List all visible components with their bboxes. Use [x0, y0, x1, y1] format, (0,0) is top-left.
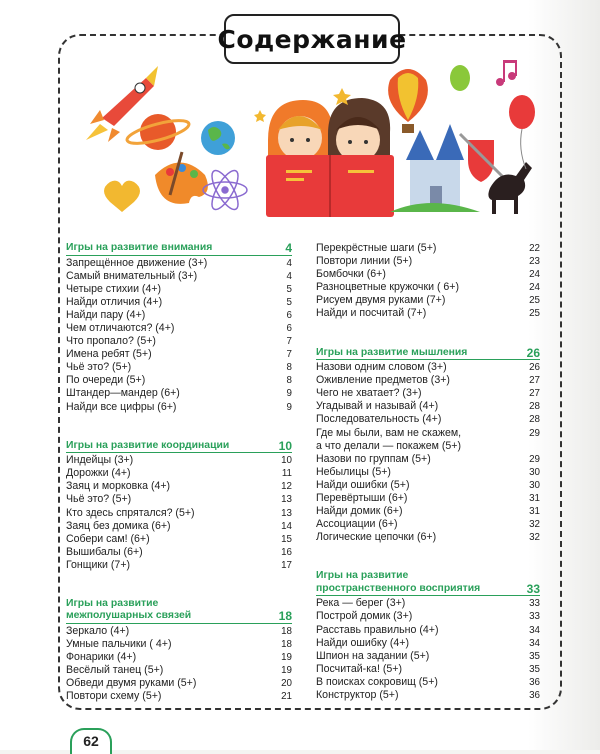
toc-entry-page: 24: [529, 282, 540, 294]
toc-entry-page: 36: [529, 676, 540, 688]
toc-entry-label: Ассоциации (6+): [316, 518, 398, 531]
globe-icon: [201, 121, 235, 155]
toc-entry-label: Бомбочки (6+): [316, 268, 386, 281]
toc-entry-page: 17: [281, 559, 292, 571]
toc-entry-page: 29: [529, 453, 540, 465]
section-heading-spatial: Игры на развитие пространственного восприятия 33: [316, 570, 540, 596]
toc-entry[interactable]: [316, 242, 540, 255]
toc-entry-label: Зеркало (4+): [66, 624, 130, 637]
planet-icon: [125, 114, 191, 150]
toc-entry-label: Перевёртыши (6+): [316, 492, 408, 504]
toc-entry-page: 28: [529, 401, 540, 413]
toc-entry-page: 25: [529, 308, 540, 320]
toc-right-column: [316, 242, 540, 702]
toc-entry[interactable]: [316, 505, 540, 518]
toc-entry[interactable]: [316, 676, 540, 689]
toc-entry[interactable]: [66, 454, 292, 467]
toc-entry-page: 31: [529, 493, 540, 504]
toc-entry-label: Повтори линии (5+): [316, 255, 413, 268]
title-box: [217, 14, 407, 64]
toc-entry-page: 27: [529, 375, 540, 387]
toc-entry-label: Гонщики (7+): [66, 558, 131, 571]
toc-entry-label: Последовательность (4+): [316, 413, 442, 426]
toc-entry-label: Чьё это? (5+): [66, 361, 132, 374]
toc-entry-label: Найди ошибки (5+): [316, 478, 410, 491]
toc-entry-label: Запрещённое движение (3+): [66, 256, 208, 269]
toc-entry-page: 33: [529, 611, 540, 623]
toc-entry[interactable]: [316, 610, 540, 623]
toc-entry-page: 28: [529, 414, 540, 426]
toc-entry-label: Шпион на задании (5+): [316, 649, 430, 662]
toc-entry-page: 19: [281, 652, 292, 664]
toc-entry-label: Заяц без домика (6+): [66, 519, 171, 532]
toc-entry[interactable]: [316, 413, 540, 426]
toc-entry-label: Чьё это? (5+): [66, 493, 132, 506]
page-number: 62: [70, 728, 112, 754]
balloon-icon: [388, 69, 428, 133]
toc-entry-page: 35: [529, 663, 540, 675]
toc-entry-label: Штандер—мандер (6+): [66, 387, 180, 400]
toc-entry-page: 24: [529, 269, 540, 281]
toc-entry-label: Имена ребят (5+): [66, 348, 152, 361]
toc-entry-page: 7: [286, 349, 292, 361]
children-reading-icon: [266, 98, 394, 217]
toc-entry-page: 5: [286, 296, 292, 308]
toc-entry[interactable]: [316, 255, 540, 268]
toc-entry[interactable]: [316, 387, 540, 400]
toc-entry[interactable]: [316, 466, 540, 479]
toc-entry[interactable]: [316, 453, 540, 466]
toc-entry-page: 20: [281, 678, 292, 690]
toc-entry-label: Найди все цифры (6+): [66, 400, 177, 413]
toc-entry-label: Вышибалы (6+): [66, 545, 143, 558]
toc-entry-page: 32: [529, 532, 540, 544]
toc-entry-page: 15: [281, 533, 292, 545]
toc-entry-label: В поисках сокровищ (5+): [316, 675, 438, 688]
toc-entry-label: Угадывай и называй (4+): [316, 400, 439, 413]
toc-entry[interactable]: [66, 690, 292, 703]
toc-entry[interactable]: [66, 677, 292, 690]
toc-entry-page: 27: [529, 388, 540, 400]
toc-entry[interactable]: [316, 492, 540, 505]
toc-entry[interactable]: [66, 625, 292, 638]
toc-entry[interactable]: [316, 650, 540, 663]
toc-entry-page: 22: [529, 243, 540, 254]
toc-entry-page: 32: [529, 519, 540, 531]
toc-entry[interactable]: [316, 268, 540, 281]
toc-entry[interactable]: [316, 663, 540, 676]
toc-entry-page: 26: [529, 362, 540, 374]
toc-entry[interactable]: [316, 361, 540, 374]
toc-entry[interactable]: [66, 507, 292, 520]
toc-entry-page: 18: [281, 639, 292, 651]
toc-entry-page: 33: [529, 598, 540, 610]
toc-entry[interactable]: [316, 637, 540, 650]
toc-entry-label: Дорожки (4+): [66, 467, 131, 480]
toc-entry-label: Небылицы (5+): [316, 465, 391, 478]
toc-entry[interactable]: [66, 480, 292, 493]
header-illustration: [60, 60, 560, 230]
castle-icon: [390, 124, 480, 212]
toc-entry-page: 13: [281, 507, 292, 519]
toc-entry-page: 16: [281, 546, 292, 558]
toc-entry[interactable]: [66, 283, 292, 296]
toc-entry-label: Расставь правильно (4+): [316, 623, 439, 636]
toc-entry[interactable]: [66, 361, 292, 374]
atom-icon: [203, 167, 247, 213]
toc-entry[interactable]: [66, 493, 292, 506]
toc-entry-page: 6: [286, 309, 292, 321]
toc-entry[interactable]: [66, 546, 292, 559]
toc-entry[interactable]: [66, 638, 292, 651]
toc-entry-page: 11: [281, 468, 292, 480]
toc-entry[interactable]: [66, 309, 292, 322]
toc-entry-label: Найди домик (6+): [316, 505, 403, 518]
toc-entry-page: 25: [529, 295, 540, 307]
toc-entry-page: 6: [286, 322, 292, 334]
toc-entry-label: Повтори схему (5+): [66, 690, 162, 703]
toc-entry-page: 19: [281, 665, 292, 677]
toc-entry-page: 23: [529, 256, 540, 268]
toc-entry-label: Назови по группам (5+): [316, 452, 431, 465]
toc-left-column: [66, 242, 292, 704]
music-notes-icon: [496, 60, 517, 86]
toc-entry-label: Что пропало? (5+): [66, 335, 156, 348]
toc-entry-page: 8: [286, 362, 292, 374]
toc-entry-label: Конструктор (5+): [316, 689, 399, 702]
toc-entry[interactable]: [316, 294, 540, 307]
toc-entry[interactable]: [66, 651, 292, 664]
toc-entry[interactable]: [316, 597, 540, 610]
toc-entry[interactable]: [66, 401, 292, 414]
toc-entry[interactable]: [66, 374, 292, 387]
toc-entry-label: Посчитай-ка! (5+): [316, 662, 402, 675]
toc-entry-page: 35: [529, 650, 540, 662]
toc-entry-page: 5: [286, 283, 292, 295]
toc-entry-page: 14: [281, 520, 292, 532]
toc-entry-label: Самый внимательный (3+): [66, 269, 198, 282]
toc-entry[interactable]: [316, 307, 540, 320]
toc-entry-label: Умные пальчики ( 4+): [66, 638, 172, 651]
heart-icon: [104, 181, 140, 212]
toc-entry-label: Найди отличия (4+): [66, 295, 163, 308]
toc-entry-label: Разноцветные кружочки ( 6+): [316, 281, 460, 294]
toc-entry-label: Оживление предметов (3+): [316, 374, 450, 387]
toc-entry[interactable]: [66, 559, 292, 572]
toc-entry[interactable]: [316, 689, 540, 702]
section-heading-coordination: Игры на развитие координации 10: [66, 438, 292, 453]
red-balloon-icon: [509, 95, 535, 169]
toc-entry-label: Чем отличаются? (4+): [66, 321, 175, 334]
toc-entry[interactable]: [66, 533, 292, 546]
toc-entry-label: Заяц и морковка (4+): [66, 480, 171, 493]
toc-entry-page: 18: [281, 625, 292, 637]
toc-entry[interactable]: [316, 400, 540, 413]
toc-entry-label: Индейцы (3+): [66, 454, 134, 467]
toc-entry-label: Рисуем двумя руками (7+): [316, 294, 446, 307]
toc-entry[interactable]: [66, 520, 292, 533]
toc-entry[interactable]: [316, 479, 540, 492]
toc-entry[interactable]: [66, 467, 292, 480]
toc-entry[interactable]: [66, 664, 292, 677]
toc-entry-page: 7: [286, 336, 292, 348]
toc-entry[interactable]: [316, 374, 540, 387]
toc-entry-label: По очереди (5+): [66, 374, 146, 387]
section-heading-thinking: Игры на развитие мышления 26: [316, 345, 540, 360]
toc-entry-label: Собери сам! (6+): [66, 532, 150, 545]
toc-entry-label: Назови одним словом (3+): [316, 361, 447, 374]
page-title: Содержание: [217, 24, 407, 54]
toc-entry[interactable]: [316, 624, 540, 637]
toc-entry-label: Найди пару (4+): [66, 308, 146, 321]
section-heading-attention: Игры на развитие внимания 4: [66, 241, 292, 255]
toc-entry-label: Фонарики (4+): [66, 651, 137, 664]
toc-entry-label: Четыре стихии (4+): [66, 282, 162, 295]
toc-entry-page: 10: [281, 455, 292, 467]
toc-entry-label: Чего не хватает? (3+): [316, 387, 422, 400]
toc-entry-label: Перекрёстные шаги (5+): [316, 242, 437, 254]
toc-entry-label: Найди и посчитай (7+): [316, 307, 427, 320]
toc-entry[interactable]: [316, 281, 540, 294]
toc-entry-page: 30: [529, 479, 540, 491]
section-heading-interhemispheric: Игры на развитие межполушарных связей 18: [66, 597, 292, 624]
toc-entry[interactable]: [66, 387, 292, 400]
toc-entry[interactable]: [66, 348, 292, 361]
toc-entry[interactable]: [316, 531, 540, 544]
toc-entry[interactable]: [66, 335, 292, 348]
toc-entry-page: 30: [529, 466, 540, 478]
toc-entry-label: Обведи двумя руками (5+): [66, 677, 197, 690]
toc-entry[interactable]: [66, 270, 292, 283]
toc-entry-page: 9: [286, 401, 292, 413]
toc-entry-page: 4: [286, 257, 292, 269]
toc-entry[interactable]: [66, 296, 292, 309]
toc-entry-page: 4: [286, 270, 292, 282]
toc-entry-page: 21: [281, 691, 292, 703]
toc-entry-page: 31: [529, 506, 540, 518]
toc-entry-page: 9: [286, 388, 292, 400]
palette-icon: [155, 152, 208, 204]
green-balloon-icon: [450, 65, 470, 91]
toc-entry-label: Логические цепочки (6+): [316, 531, 437, 544]
toc-entry-label: Река — берег (3+): [316, 597, 406, 610]
toc-entry[interactable]: Где мы были, вам не скажем, а что делали — покажем (5+) 29: [316, 426, 540, 452]
knight-shield-icon: [460, 134, 504, 182]
toc-entry-label: Найди ошибку (4+): [316, 636, 410, 649]
toc-entry-label: Весёлый танец (5+): [66, 664, 164, 677]
toc-entry-label: Построй домик (3+): [316, 610, 413, 623]
toc-entry-page: 34: [529, 637, 540, 649]
toc-entry-page: 34: [529, 624, 540, 636]
toc-entry-page: 12: [281, 481, 292, 493]
toc-entry-page: 13: [281, 494, 292, 506]
toc-entry[interactable]: [66, 257, 292, 270]
toc-entry[interactable]: [66, 322, 292, 335]
toc-entry-label: Кто здесь спрятался? (5+): [66, 506, 195, 519]
toc-entry-page: 8: [286, 375, 292, 387]
toc-entry-page: 36: [529, 690, 540, 702]
toc-entry[interactable]: [316, 518, 540, 531]
